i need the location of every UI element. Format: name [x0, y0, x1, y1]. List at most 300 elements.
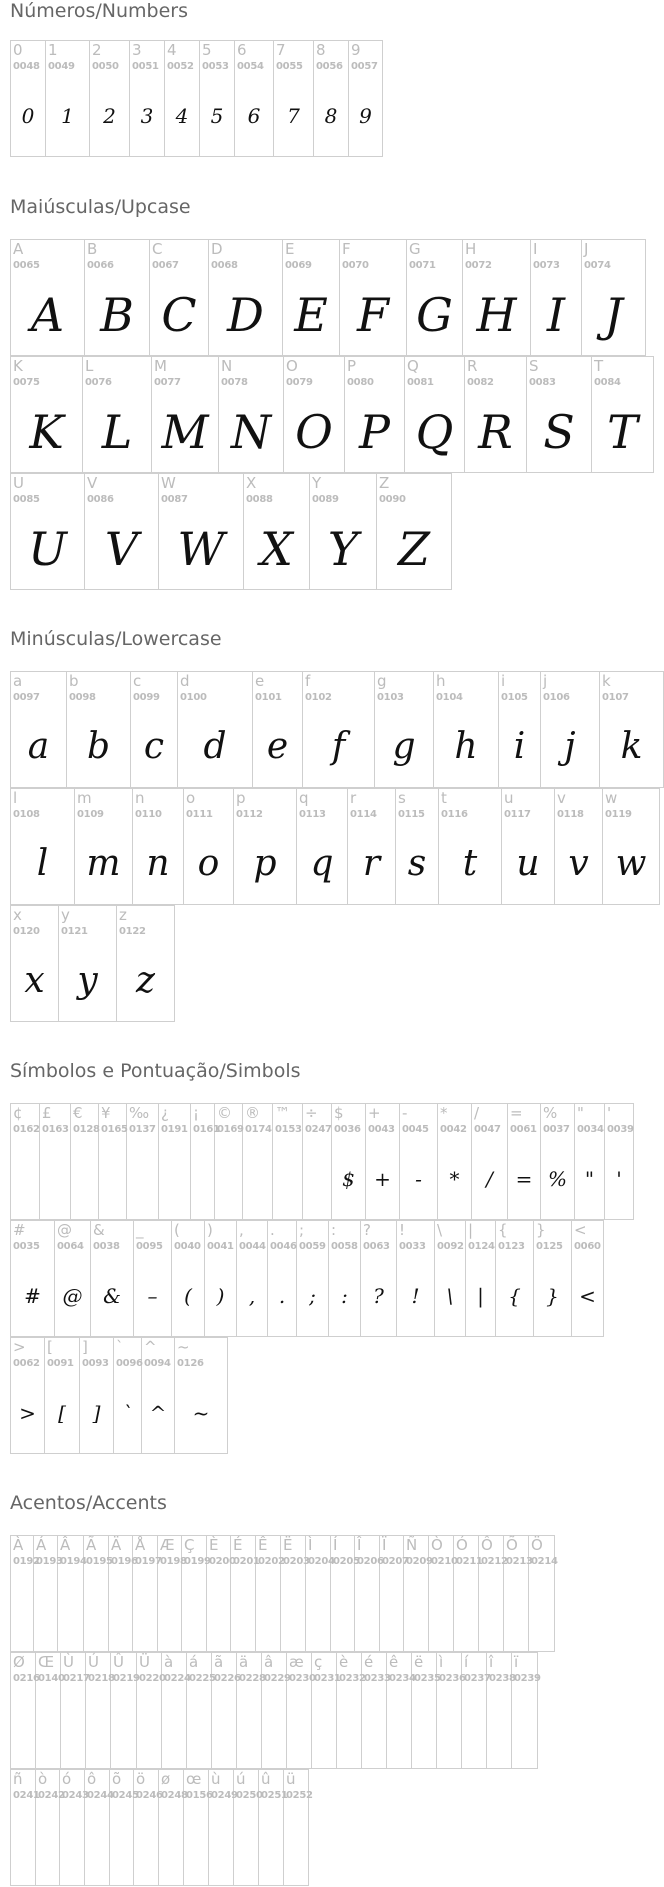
character-label: Œ — [38, 1653, 55, 1671]
glyph-sample: Q — [415, 404, 454, 459]
glyph-sample: h — [454, 726, 478, 767]
character-code: 0086 — [87, 494, 114, 505]
glyph-cell — [133, 789, 184, 905]
glyph-sample — [159, 1804, 183, 1885]
glyph-cell — [219, 357, 284, 473]
character-label: Ç — [184, 1536, 195, 1554]
character-label: q — [299, 789, 309, 807]
character-code: 0241 — [13, 1790, 40, 1801]
character-label: ç — [314, 1653, 323, 1671]
character-label: \ — [437, 1221, 443, 1239]
glyph-sample: @ — [62, 1283, 83, 1308]
character-code: 0214 — [531, 1556, 558, 1567]
character-code: 0236 — [439, 1673, 466, 1684]
character-code: 0096 — [116, 1358, 143, 1369]
glyph-cell — [439, 789, 502, 905]
character-label: 6 — [237, 41, 247, 59]
glyph-cell — [111, 1653, 140, 1769]
character-code: 0124 — [468, 1241, 495, 1252]
character-label: t — [441, 789, 447, 807]
character-label: * — [440, 1104, 448, 1122]
glyph-sample: ! — [411, 1283, 420, 1308]
character-label: Î — [357, 1536, 362, 1554]
glyph-sample: Z — [398, 521, 430, 576]
glyph-sample: m — [86, 843, 121, 884]
glyph-sample: 9 — [359, 103, 372, 128]
character-code: 0250 — [236, 1790, 263, 1801]
glyph-cell — [152, 357, 219, 473]
glyph-row — [10, 788, 660, 905]
character-code: 0073 — [533, 260, 560, 271]
glyph-cell — [592, 357, 654, 473]
glyph-cell — [508, 1104, 541, 1220]
glyph-sample: u — [516, 843, 540, 884]
character-code: 0217 — [63, 1673, 90, 1684]
glyph-sample: c — [143, 726, 165, 767]
glyph-sample: { — [508, 1283, 521, 1308]
character-label: o — [186, 789, 196, 807]
glyph-cell — [465, 357, 527, 473]
glyph-sample — [355, 1570, 379, 1651]
character-code: 0048 — [13, 61, 40, 72]
glyph-sample: \ — [446, 1283, 454, 1308]
character-label: ò — [38, 1770, 48, 1788]
character-code: 0252 — [286, 1790, 313, 1801]
character-code: 0245 — [112, 1790, 139, 1801]
character-code: 0201 — [233, 1556, 260, 1567]
glyph-cell — [172, 1221, 205, 1337]
character-code: 0083 — [529, 377, 556, 388]
glyph-sample: K — [29, 404, 64, 459]
character-label: 0 — [13, 41, 23, 59]
glyph-row — [10, 1652, 541, 1769]
character-code: 0242 — [38, 1790, 65, 1801]
glyph-sample: g — [392, 726, 416, 767]
character-label: L — [85, 357, 94, 375]
character-code: 0247 — [305, 1124, 332, 1135]
character-label: Ö — [531, 1536, 543, 1554]
glyph-cell — [404, 1536, 433, 1652]
character-label: è — [339, 1653, 349, 1671]
glyph-sample: % — [547, 1166, 567, 1191]
character-label: â — [264, 1653, 274, 1671]
character-code: 0068 — [211, 260, 238, 271]
glyph-sample — [437, 1687, 461, 1768]
character-code: 0055 — [276, 61, 303, 72]
character-label: ÷ — [305, 1104, 318, 1122]
character-code: 0220 — [139, 1673, 166, 1684]
character-label: û — [261, 1770, 271, 1788]
glyph-cell — [274, 41, 314, 157]
glyph-sample — [182, 1570, 206, 1651]
glyph-sample: 6 — [247, 103, 261, 128]
character-label: % — [543, 1104, 558, 1122]
character-label: Õ — [506, 1536, 518, 1554]
character-code: 0091 — [47, 1358, 74, 1369]
glyph-cell — [502, 789, 555, 905]
character-label: Q — [407, 357, 419, 375]
glyph-sample: ] — [92, 1400, 101, 1425]
character-label: ï — [514, 1653, 519, 1671]
glyph-sample — [306, 1570, 330, 1651]
glyph-cell — [297, 789, 348, 905]
glyph-cell — [40, 1104, 71, 1220]
glyph-cell — [380, 1536, 409, 1652]
character-label: . — [270, 1221, 275, 1239]
glyph-cell — [362, 1653, 391, 1769]
character-label: ( — [174, 1221, 180, 1239]
character-label: > — [13, 1338, 26, 1356]
glyph-cell — [187, 1653, 216, 1769]
character-label: 3 — [132, 41, 142, 59]
glyph-cell — [396, 789, 439, 905]
character-label: _ — [136, 1221, 144, 1239]
character-label: Û — [113, 1653, 124, 1671]
glyph-cell — [253, 672, 303, 788]
glyph-sample — [504, 1570, 528, 1651]
glyph-sample: ) — [216, 1283, 225, 1308]
glyph-cell — [209, 240, 283, 356]
character-label: ? — [363, 1221, 371, 1239]
glyph-cell — [582, 240, 646, 356]
glyph-cell — [134, 1221, 172, 1337]
glyph-sample: k — [620, 726, 643, 767]
glyph-sample: M — [161, 404, 209, 459]
character-code: 0231 — [314, 1673, 341, 1684]
glyph-cell — [361, 1221, 397, 1337]
glyph-cell — [11, 1104, 40, 1220]
character-label: ú — [236, 1770, 246, 1788]
character-code: 0064 — [57, 1241, 84, 1252]
character-code: 0077 — [154, 377, 181, 388]
character-label: A — [13, 240, 24, 258]
character-label: F — [342, 240, 351, 258]
glyph-sample: A — [30, 287, 65, 342]
character-label: î — [489, 1653, 494, 1671]
glyph-cell — [387, 1653, 416, 1769]
character-code: 0119 — [605, 809, 632, 820]
character-code: 0070 — [342, 260, 369, 271]
character-label: < — [574, 1221, 587, 1239]
glyph-sample: & — [103, 1283, 121, 1308]
glyph-sample: 4 — [175, 103, 189, 128]
glyph-cell — [184, 789, 234, 905]
character-code: 0251 — [261, 1790, 288, 1801]
character-code: 0196 — [111, 1556, 138, 1567]
glyph-cell — [85, 1770, 114, 1886]
character-code: 0033 — [399, 1241, 426, 1252]
glyph-cell — [284, 357, 345, 473]
glyph-sample: ^ — [149, 1400, 167, 1425]
glyph-cell — [244, 474, 310, 590]
character-label: j — [543, 672, 548, 690]
character-label: á — [189, 1653, 199, 1671]
glyph-sample — [85, 1804, 109, 1885]
character-code: 0197 — [135, 1556, 162, 1567]
character-label: Ú — [88, 1653, 99, 1671]
glyph-cell — [337, 1653, 366, 1769]
character-code: 0110 — [135, 809, 162, 820]
glyph-cell — [345, 357, 405, 473]
character-code: 0092 — [437, 1241, 464, 1252]
glyph-sample: B — [100, 287, 134, 342]
glyph-sample: N — [230, 404, 272, 459]
character-code: 0230 — [289, 1673, 316, 1684]
character-code: 0114 — [350, 809, 377, 820]
character-code: 0232 — [339, 1673, 366, 1684]
glyph-cell — [133, 1536, 162, 1652]
character-code: 0045 — [402, 1124, 429, 1135]
character-code: 0156 — [186, 1790, 213, 1801]
glyph-sample: d — [203, 726, 227, 767]
character-code: 0225 — [189, 1673, 216, 1684]
character-label: Ù — [63, 1653, 74, 1671]
glyph-cell — [60, 1770, 89, 1886]
section-title: Símbolos e Pontuação/Simbols — [10, 1060, 301, 1082]
glyph-cell — [349, 41, 383, 157]
character-label: @ — [57, 1221, 72, 1239]
glyph-cell — [159, 474, 244, 590]
character-label: ì — [439, 1653, 444, 1671]
glyph-sample — [262, 1687, 286, 1768]
character-label: Ë — [283, 1536, 293, 1554]
glyph-cell — [314, 41, 349, 157]
glyph-cell — [303, 1104, 332, 1220]
glyph-sample — [187, 1687, 211, 1768]
character-label: œ — [186, 1770, 202, 1788]
character-code: 0192 — [13, 1556, 40, 1567]
character-label: } — [536, 1221, 546, 1239]
glyph-cell — [355, 1536, 384, 1652]
character-label: ä — [239, 1653, 249, 1671]
glyph-cell — [529, 1536, 558, 1652]
character-label: À — [13, 1536, 24, 1554]
character-code: 0094 — [144, 1358, 171, 1369]
section-title: Maiúsculas/Upcase — [10, 196, 191, 218]
glyph-sample — [462, 1687, 486, 1768]
character-label: Ã — [86, 1536, 97, 1554]
glyph-cell — [237, 1221, 268, 1337]
character-code: 0213 — [506, 1556, 533, 1567]
character-code: 0226 — [214, 1673, 241, 1684]
character-label: ñ — [13, 1770, 23, 1788]
character-label: ø — [161, 1770, 171, 1788]
character-label: m — [77, 789, 92, 807]
character-code: 0112 — [236, 809, 263, 820]
glyph-sample: t — [462, 843, 478, 884]
glyph-sample: D — [227, 287, 264, 342]
character-code: 0061 — [510, 1124, 537, 1135]
character-label: 5 — [202, 41, 212, 59]
glyph-cell — [284, 1770, 313, 1886]
glyph-sample — [259, 1804, 283, 1885]
glyph-cell — [142, 1338, 175, 1454]
glyph-cell — [262, 1653, 291, 1769]
character-code: 0224 — [164, 1673, 191, 1684]
character-label: B — [87, 240, 98, 258]
character-code: 0219 — [113, 1673, 140, 1684]
glyph-sample: . — [278, 1283, 286, 1308]
character-code: 0195 — [86, 1556, 113, 1567]
glyph-cell — [36, 1653, 65, 1769]
character-label: ó — [62, 1770, 72, 1788]
glyph-row — [10, 1103, 634, 1220]
character-label: õ — [112, 1770, 122, 1788]
glyph-cell — [331, 1536, 360, 1652]
character-code: 0050 — [92, 61, 119, 72]
glyph-cell — [243, 1104, 273, 1220]
character-code: 0205 — [333, 1556, 360, 1567]
glyph-cell — [165, 41, 200, 157]
character-label: ] — [82, 1338, 88, 1356]
glyph-cell — [212, 1653, 241, 1769]
character-code: 0137 — [129, 1124, 156, 1135]
glyph-sample: a — [27, 726, 50, 767]
glyph-sample — [337, 1687, 361, 1768]
glyph-cell — [366, 1104, 400, 1220]
glyph-cell — [36, 1770, 65, 1886]
glyph-sample: z — [136, 960, 155, 1001]
character-label: X — [246, 474, 257, 492]
glyph-sample: R — [478, 404, 513, 459]
glyph-cell — [340, 240, 407, 356]
character-code: 0036 — [334, 1124, 361, 1135]
character-label: ; — [299, 1221, 305, 1239]
glyph-sample — [162, 1687, 186, 1768]
glyph-row — [10, 356, 654, 473]
glyph-cell — [150, 240, 209, 356]
glyph-sample — [207, 1570, 230, 1651]
glyph-cell — [58, 1536, 87, 1652]
glyph-cell — [531, 240, 582, 356]
character-label: é — [364, 1653, 374, 1671]
character-code: 0204 — [308, 1556, 335, 1567]
glyph-sample: v — [568, 843, 589, 884]
character-label: ü — [286, 1770, 296, 1788]
character-code: 0218 — [88, 1673, 115, 1684]
character-label: Í — [333, 1536, 338, 1554]
character-label: ‰ — [129, 1104, 150, 1122]
character-code: 0088 — [246, 494, 273, 505]
glyph-sample: > — [19, 1400, 36, 1425]
character-label: æ — [289, 1653, 304, 1671]
glyph-sample: X — [260, 521, 293, 576]
glyph-cell — [487, 1653, 516, 1769]
glyph-cell — [34, 1536, 63, 1652]
character-label: O — [286, 357, 298, 375]
glyph-cell — [273, 1104, 303, 1220]
character-code: 0246 — [136, 1790, 163, 1801]
character-code: 0234 — [389, 1673, 416, 1684]
glyph-cell — [46, 41, 90, 157]
character-code: 0123 — [498, 1241, 525, 1252]
glyph-cell — [71, 1104, 99, 1220]
glyph-sample: 7 — [287, 103, 300, 128]
character-code: 0161 — [193, 1124, 220, 1135]
glyph-cell — [11, 357, 83, 473]
character-code: 0087 — [161, 494, 188, 505]
character-code: 0104 — [436, 692, 463, 703]
glyph-sample: L — [101, 404, 133, 459]
glyph-sample — [429, 1570, 453, 1651]
character-code: 0239 — [514, 1673, 541, 1684]
glyph-cell — [332, 1104, 366, 1220]
glyph-cell — [11, 1338, 45, 1454]
glyph-sample: , — [248, 1283, 256, 1308]
glyph-cell — [215, 1104, 243, 1220]
character-label: Ü — [139, 1653, 150, 1671]
glyph-sample — [215, 1138, 242, 1219]
glyph-cell — [59, 906, 117, 1022]
glyph-sample — [243, 1138, 272, 1219]
glyph-sample — [212, 1687, 236, 1768]
glyph-sample: ` — [122, 1400, 133, 1425]
glyph-cell — [110, 1770, 139, 1886]
glyph-sample: ( — [184, 1283, 192, 1308]
character-label: r — [350, 789, 357, 807]
character-label: © — [217, 1104, 232, 1122]
glyph-sample: i — [513, 726, 526, 767]
glyph-sample — [111, 1687, 136, 1768]
glyph-cell — [11, 672, 67, 788]
glyph-sample — [34, 1570, 57, 1651]
character-code: 0067 — [152, 260, 179, 271]
character-label: J — [584, 240, 589, 258]
glyph-cell — [85, 474, 159, 590]
glyph-sample: 1 — [61, 103, 74, 128]
glyph-cell — [117, 906, 175, 1022]
glyph-cell — [182, 1536, 211, 1652]
character-code: 0095 — [136, 1241, 163, 1252]
glyph-cell — [200, 41, 235, 157]
glyph-sample — [109, 1570, 132, 1651]
character-label: Ñ — [406, 1536, 418, 1554]
character-label: N — [221, 357, 233, 375]
glyph-cell — [454, 1536, 483, 1652]
character-code: 0060 — [574, 1241, 601, 1252]
character-code: 0211 — [456, 1556, 483, 1567]
character-label: U — [13, 474, 24, 492]
character-label: Ø — [13, 1653, 25, 1671]
character-code: 0248 — [161, 1790, 188, 1801]
glyph-cell — [90, 41, 130, 157]
glyph-sample: : — [341, 1283, 348, 1308]
character-label: Y — [312, 474, 322, 492]
glyph-sample: n — [146, 843, 170, 884]
glyph-sample: ; — [309, 1283, 316, 1308]
character-label: ¿ — [161, 1104, 169, 1122]
glyph-sample: O — [295, 404, 333, 459]
character-code: 0198 — [160, 1556, 187, 1567]
character-label: g — [377, 672, 387, 690]
character-code: 0034 — [577, 1124, 604, 1135]
glyph-sample: = — [515, 1166, 533, 1191]
character-label: ` — [116, 1338, 124, 1356]
glyph-sample — [487, 1687, 511, 1768]
glyph-sample: J — [604, 287, 623, 342]
glyph-sample — [273, 1138, 302, 1219]
glyph-cell — [11, 789, 75, 905]
glyph-cell — [462, 1653, 491, 1769]
glyph-sample — [284, 1804, 308, 1885]
character-label: S — [529, 357, 539, 375]
character-label: 7 — [276, 41, 286, 59]
glyph-cell — [603, 789, 660, 905]
glyph-cell — [162, 1653, 191, 1769]
glyph-cell — [209, 1770, 238, 1886]
glyph-cell — [11, 906, 59, 1022]
glyph-sample: x — [24, 960, 45, 1001]
